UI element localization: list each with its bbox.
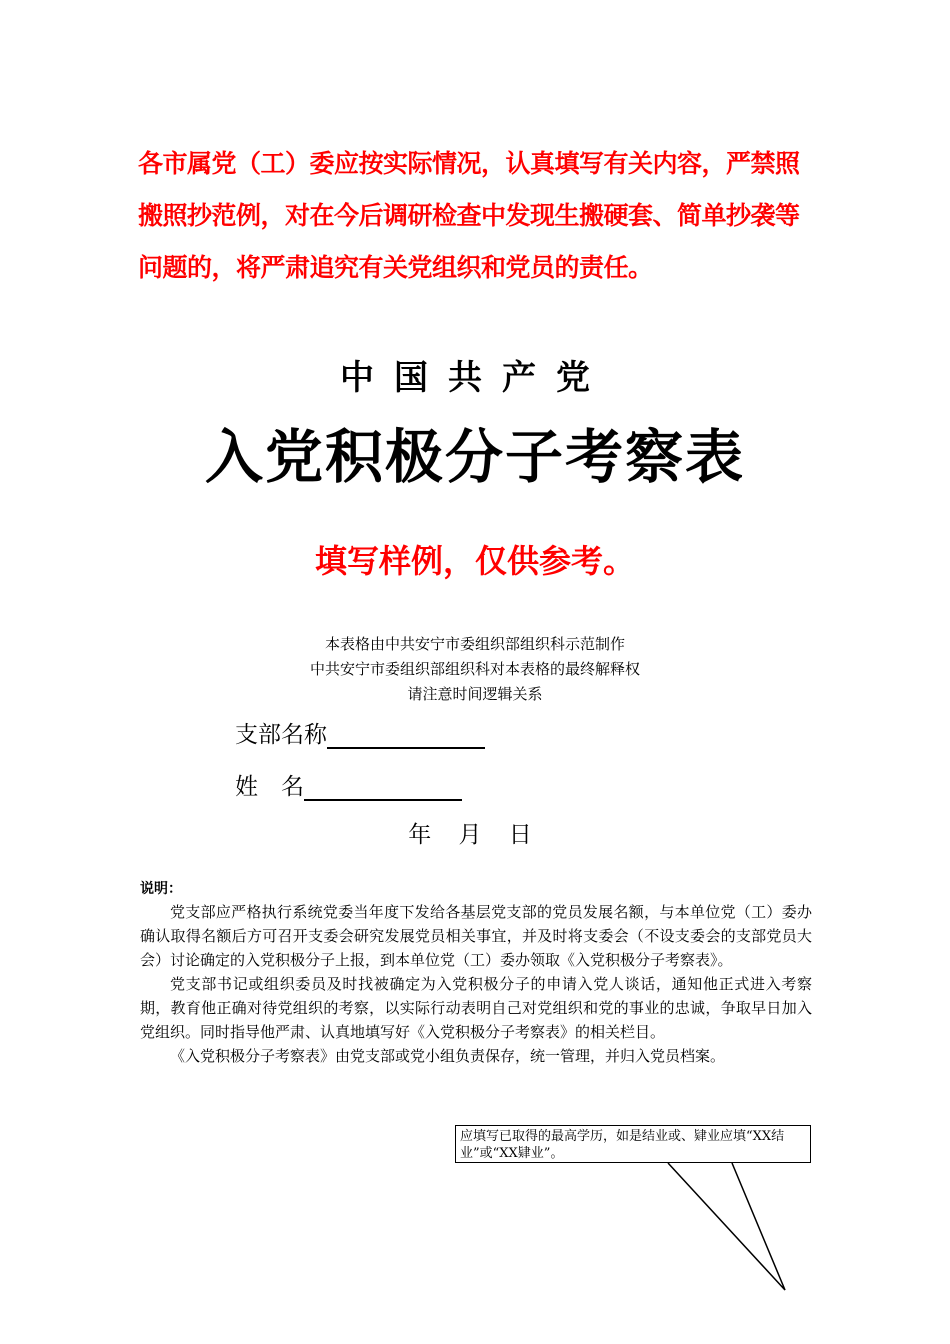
form-notes — [0, 632, 950, 707]
party-title: 中国共产党 — [340, 358, 610, 398]
description-body — [140, 900, 812, 1068]
branch-name-field — [235, 716, 485, 749]
sample-note: 填写样例，仅供参考。 — [314, 542, 635, 580]
callout-text: 应填写已取得的最高学历，如是结业或、肄业应填“XX结业”或“XX肄业”。 — [460, 1129, 785, 1161]
name-field — [235, 768, 462, 801]
name-label: 姓 名 — [235, 774, 304, 800]
callout-box — [455, 1125, 811, 1163]
branch-name-label: 支部名称 — [235, 722, 327, 748]
warning-notice — [138, 138, 818, 294]
note-line: 请注意时间逻辑关系 — [407, 685, 543, 703]
branch-name-input-line[interactable] — [327, 721, 485, 749]
warning-text: 各市属党（工）委应按实际情况，认真填写有关内容，严禁照搬照抄范例，对在今后调研检查中发现生搬硬套、简单抄袭等问题的，将严肃追究有关党组织和党员的责任。 — [138, 149, 800, 282]
description-paragraph: 《入党积极分子考察表》由党支部或党小组负责保存，统一管理，并归入党员档案。 — [170, 1047, 726, 1065]
note-line: 本表格由中共安宁市委组织部组织科示范制作 — [324, 635, 625, 653]
description-heading: 说明： — [140, 881, 182, 897]
date-line: 年 月 日 — [408, 822, 542, 848]
form-title: 入党积极分子考察表 — [204, 423, 745, 491]
description-paragraph: 党支部书记或组织委员及时找被确定为入党积极分子的申请入党人谈话，通知他正式进入考察期，教育他正确对待党组织的考察，以实际行动表明自己对党组织和党的事业的忠诚，争取早日加入党组织。同时指导他严肃、认真地填写好《入党积极分子考察表》的相关栏目。 — [140, 975, 812, 1041]
name-input-line[interactable] — [304, 773, 462, 801]
note-line: 中共安宁市委组织部组织科对本表格的最终解释权 — [309, 660, 640, 678]
description-paragraph: 党支部应严格执行系统党委当年度下发给各基层党支部的党员发展名额，与本单位党（工）委办确认取得名额后方可召开支委会研究发展党员相关事宜，并及时将支委会（不设支委会的支部党员大会）讨论确定的入党积极分子上报，到本单位党（工）委办领取《入党积极分子考察表》。 — [140, 903, 812, 969]
